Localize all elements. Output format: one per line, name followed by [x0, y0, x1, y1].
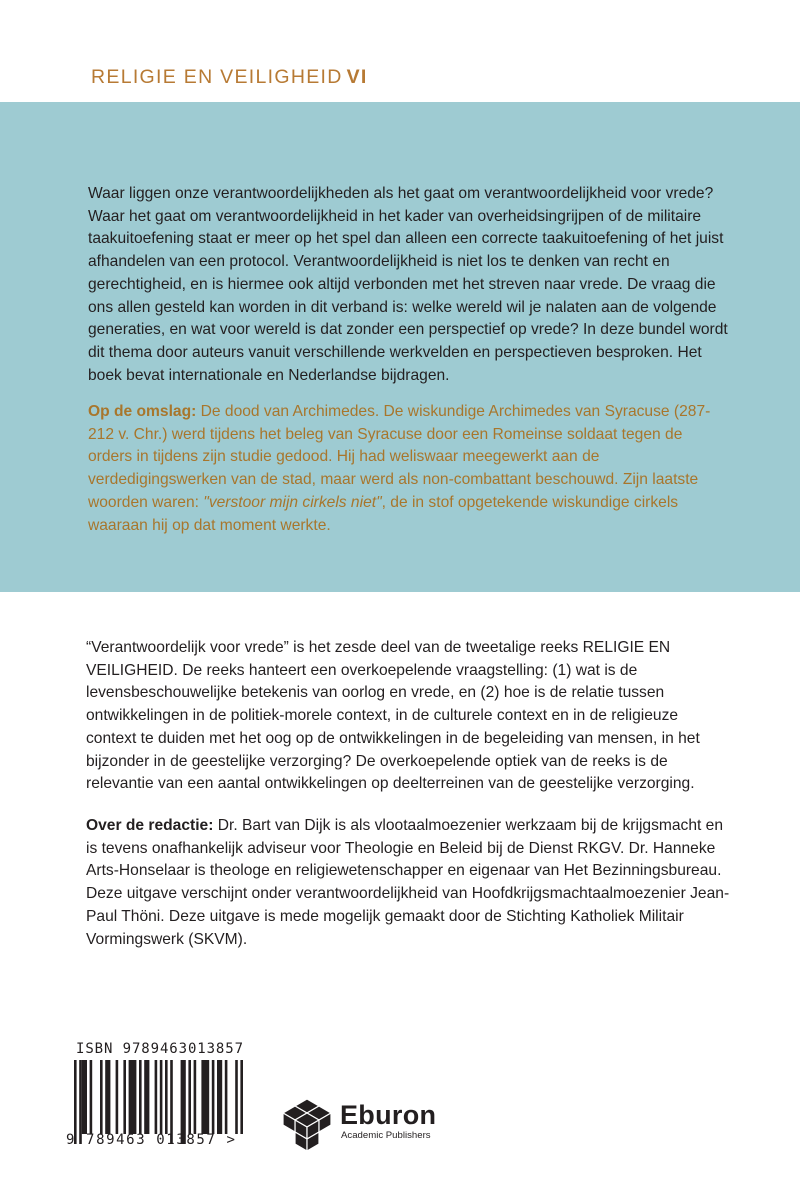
barcode-bar — [240, 1060, 243, 1134]
barcode-bar — [123, 1060, 126, 1134]
editors-section — [86, 815, 732, 951]
barcode-bar — [194, 1060, 197, 1134]
barcode-bar — [139, 1060, 142, 1134]
barcode-bar — [160, 1060, 163, 1134]
publisher-subtitle: Academic Publishers — [341, 1130, 431, 1141]
series-volume: VI — [346, 66, 368, 88]
barcode-bar — [100, 1060, 103, 1134]
barcode-bar — [217, 1060, 222, 1134]
barcode-bar — [116, 1060, 119, 1134]
barcode-bar — [165, 1060, 168, 1134]
barcode-bar — [201, 1060, 209, 1134]
series-description-paragraph: “Verantwoordelijk voor vrede” is het zesde deel van de tweetalige reeks RELIGIE EN VEILIGHEID. De reeks hanteert een overkoepelende vraagstelling: (1) wat is de levensbeschouwelijke betekenis van oorlog en vrede, en (2) hoe is de relatie tussen ontwikkelingen in de politiek-morele context, in de culturele context en in de religieuze context te duiden met het oog op de ontwikkelingen in de begeleiding van mensen, in het bijzonder in de geestelijke verzorging? De overkoepelende optiek van de reeks is de relevantie van een aantal ontwikkelingen op deelterreinen van de geestelijke verzorging. — [86, 639, 700, 793]
barcode-bar — [90, 1060, 93, 1134]
barcode-bar — [155, 1060, 158, 1134]
publisher-name: Eburon — [340, 1100, 437, 1130]
isbn-label: ISBN 9789463013857 — [76, 1041, 244, 1057]
series-title — [91, 66, 368, 89]
series-description — [86, 637, 732, 796]
barcode-bar — [105, 1060, 110, 1134]
cover-note-text-1: De dood van Archimedes. De wiskundige Archimedes van Syracuse (287-212 v. Chr.) werd tijdens het beleg van Syracuse door een Romeinse soldaat tegen de orders in tijdens zijn studie gedood. Hij had weliswaar meegewerkt aan de verdedigingswerken van de stad, maar werd als non-combattant beschouwd. Zijn laatste woorden waren: — [88, 403, 711, 511]
cover-note-paragraph — [88, 401, 728, 537]
editors-text: Dr. Bart van Dijk is als vlootaalmoezenier werkzaam bij de krijgsmacht en is tevens onafhankelijk adviseur voor Theologie en Beleid bij de Dienst RKGV. Dr. Hanneke Arts-Honselaar is theologe en religiewetenschapper en eigenaar van Het Bezinningsbureau. Deze uitgave verschijnt onder verantwoordelijkheid van Hoofdkrijgsmachtaalmoezenier Jean-Paul Thöni. Deze uitgave is mede mogelijk gemaakt door de Stichting Katholiek Militair Vormingswerk (SKVM). — [86, 817, 730, 948]
stacked-cubes-icon — [279, 1097, 335, 1153]
barcode-bar — [235, 1060, 238, 1134]
barcode-bar — [129, 1060, 137, 1134]
barcode-bar — [225, 1060, 228, 1134]
cover-note-lead: Op de omslag: — [88, 403, 197, 420]
cover-note-quote: "verstoor mijn cirkels niet" — [203, 493, 382, 511]
barcode-bar — [188, 1060, 191, 1134]
cover-note-text-2: , de in stof opgetekende wiskundige cirkels waaraan hij op dat moment werkte. — [88, 493, 679, 534]
blurb-text — [88, 183, 728, 387]
barcode-bar — [144, 1060, 149, 1134]
editors-paragraph — [86, 815, 732, 951]
blurb-paragraph: Waar liggen onze verantwoordelijkheden als het gaat om verantwoordelijkheid voor vrede? Waar het gaat om verantwoordelijkheid in het kader van overheidsingrijpen of de militaire taakuitoefening staat er meer op het spel dan alleen een correcte taakuitoefening of het juist afhandelen van een protocol. Verantwoordelijkheid is niet los te denken van recht en gerechtigheid, en is hiermee ook altijd verbonden met het streven naar vrede. De vraag die ons allen gesteld kan worden in dit verband is: welke wereld wil je nalaten aan de volgende generaties, en wat voor wereld is dat zonder een perspectief op vrede? In deze bundel wordt dit thema door auteurs vanuit verschillende werkvelden en perspectieven besproken. Het boek bevat internationale en Nederlandse bijdragen. — [88, 185, 728, 384]
barcode-bar — [212, 1060, 215, 1134]
editors-lead: Over de redactie: — [86, 817, 214, 834]
series-title-text: RELIGIE EN VEILIGHEID — [91, 66, 343, 88]
cover-note — [88, 401, 728, 537]
barcode-bar — [82, 1060, 87, 1134]
isbn-digits: 9 789463 013857 > — [66, 1132, 237, 1148]
